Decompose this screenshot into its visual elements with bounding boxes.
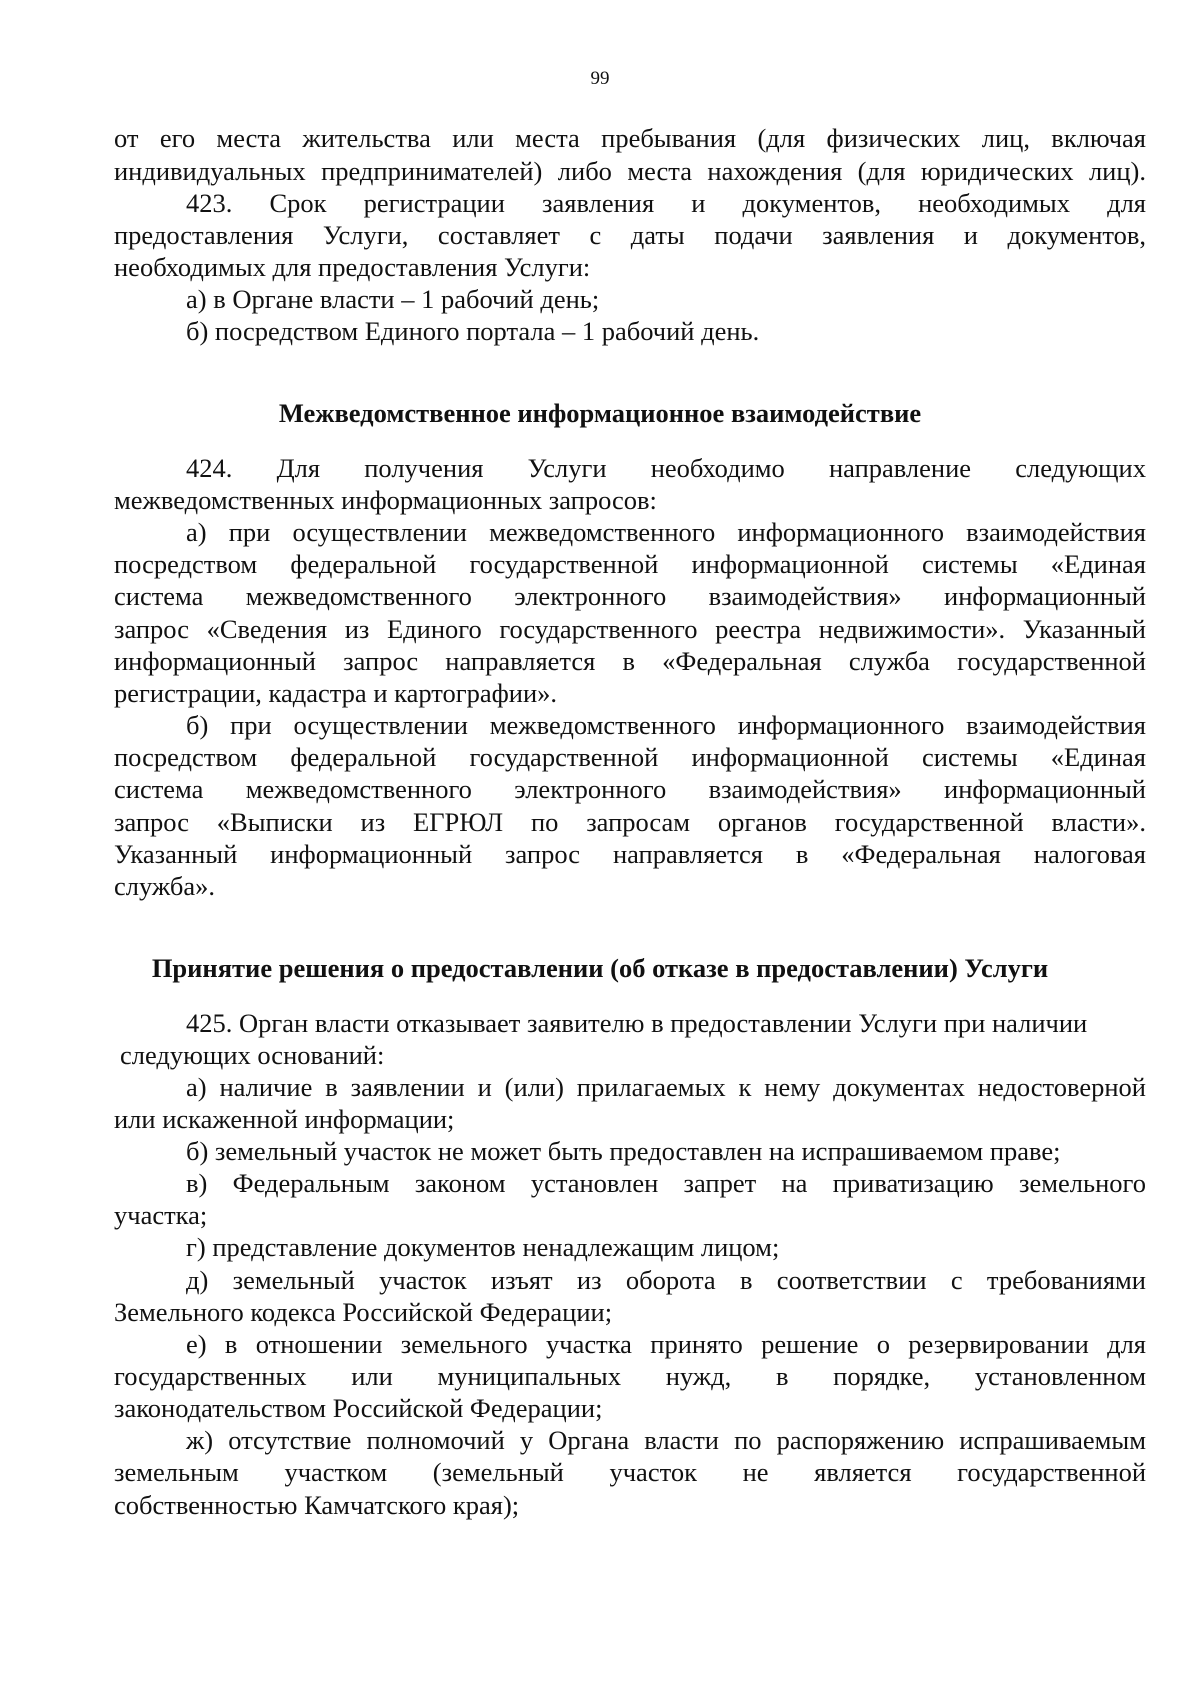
- text-line: Земельного кодекса Российской Федерации;: [114, 1297, 613, 1327]
- text-line: Указанный информационный запрос направляется в «Федеральная налоговая: [114, 839, 1146, 869]
- text-line: межведомственных информационных запросов:: [114, 485, 657, 515]
- text-line: е) в отношении земельного участка принято решение о резервировании для: [186, 1329, 1146, 1359]
- page-number: 99: [590, 68, 610, 89]
- section-heading: Принятие решения о предоставлении (об отказе в предоставлении) Услуги: [151, 953, 1049, 983]
- text-line: государственных или муниципальных нужд, в порядке, установленном: [114, 1361, 1146, 1391]
- text-line: 425. Орган власти отказывает заявителю в предоставлении Услуги при наличии: [186, 1008, 1088, 1038]
- text-line: ж) отсутствие полномочий у Органа власти по распоряжению испрашиваемым: [186, 1425, 1146, 1455]
- text-line: д) земельный участок изъят из оборота в соответствии с требованиями: [186, 1265, 1146, 1295]
- text-line: участка;: [114, 1200, 208, 1230]
- text-line: от его места жительства или места пребывания (для физических лиц, включая: [114, 123, 1146, 153]
- text-line: а) при осуществлении межведомственного информационного взаимодействия: [186, 517, 1146, 547]
- text-line: законодательством Российской Федерации;: [114, 1393, 603, 1423]
- text-line: регистрации, кадастра и картографии».: [114, 678, 558, 708]
- text-line: система межведомственного электронного взаимодействия» информационный: [114, 774, 1146, 804]
- text-line: информационный запрос направляется в «Федеральная служба государственной: [114, 646, 1146, 676]
- text-line: запрос «Выписки из ЕГРЮЛ по запросам органов государственной власти».: [114, 807, 1146, 837]
- text-line: посредством федеральной государственной информационной системы «Единая: [114, 549, 1146, 579]
- text-line: б) земельный участок не может быть предоставлен на испрашиваемом праве;: [186, 1136, 1061, 1166]
- text-line: служба».: [114, 871, 215, 901]
- text-line: собственностью Камчатского края);: [114, 1490, 520, 1520]
- text-line: следующих оснований:: [120, 1040, 385, 1070]
- text-line: в) Федеральным законом установлен запрет на приватизацию земельного: [186, 1168, 1146, 1198]
- text-line: 423. Срок регистрации заявления и документов, необходимых для: [186, 188, 1146, 218]
- text-line: индивидуальных предпринимателей) либо места нахождения (для юридических лиц).: [114, 156, 1146, 186]
- text-line: посредством федеральной государственной информационной системы «Единая: [114, 742, 1146, 772]
- text-line: а) в Органе власти – 1 рабочий день;: [186, 284, 600, 314]
- text-line: г) представление документов ненадлежащим лицом;: [186, 1232, 780, 1262]
- text-line: земельным участком (земельный участок не является государственной: [114, 1457, 1146, 1487]
- text-line: предоставления Услуги, составляет с даты подачи заявления и документов,: [114, 220, 1146, 250]
- text-line: система межведомственного электронного взаимодействия» информационный: [114, 581, 1146, 611]
- text-line: необходимых для предоставления Услуги:: [114, 252, 591, 282]
- text-line: б) посредством Единого портала – 1 рабочий день.: [186, 316, 760, 346]
- text-line: 424. Для получения Услуги необходимо направление следующих: [186, 453, 1146, 483]
- section-heading: Межведомственное информационное взаимодействие: [278, 398, 922, 428]
- text-line: б) при осуществлении межведомственного информационного взаимодействия: [186, 710, 1146, 740]
- text-line: а) наличие в заявлении и (или) прилагаемых к нему документах недостоверной: [186, 1072, 1146, 1102]
- text-line: запрос «Сведения из Единого государственного реестра недвижимости». Указанный: [114, 614, 1146, 644]
- text-line: или искаженной информации;: [114, 1104, 455, 1134]
